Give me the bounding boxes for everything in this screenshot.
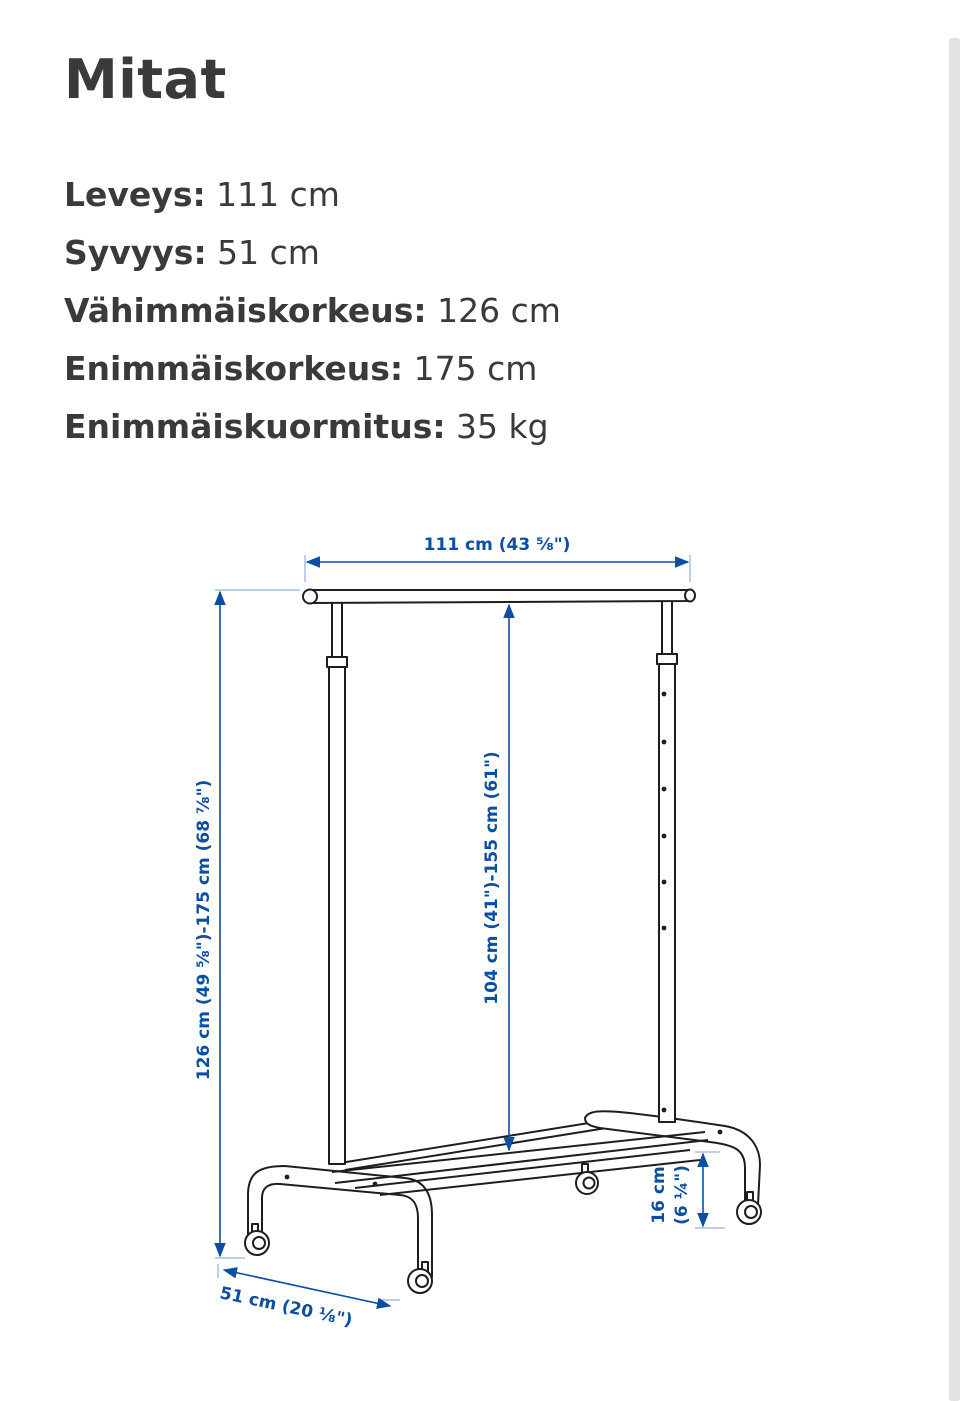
height-dimension [194, 590, 300, 1258]
width-dimension-label: 111 cm (43 ⅝") [423, 535, 571, 555]
spec-value: 175 cm [413, 349, 538, 388]
clothes-rack-dimension-diagram [0, 460, 960, 1401]
shelf-height-label-in: (6 ¼") [672, 1165, 692, 1225]
spec-depth [64, 228, 561, 286]
hanging-height-dimension [482, 605, 509, 1150]
spec-value: 51 cm [217, 233, 320, 272]
spec-value: 111 cm [216, 175, 340, 214]
spec-label: Syvyys: [64, 233, 207, 272]
spec-value: 126 cm [437, 291, 561, 330]
spec-max-load [64, 402, 561, 460]
spec-label: Leveys: [64, 175, 206, 214]
spec-width [64, 170, 561, 228]
page-title: Mitat [64, 48, 227, 111]
spec-max-height [64, 344, 561, 402]
spec-label: Vähimmäiskorkeus: [64, 291, 427, 330]
spec-value: 35 kg [456, 407, 549, 446]
spec-min-height [64, 286, 561, 344]
height-dimension-label: 126 cm (49 ⅝")-175 cm (68 ⅞") [194, 779, 214, 1081]
caster-wheel [576, 1164, 598, 1194]
depth-dimension-label: 51 cm (20 ⅛") [218, 1283, 355, 1331]
dimension-specs-list [64, 170, 561, 460]
shelf-height-label-cm: 16 cm [649, 1166, 669, 1224]
hanging-height-dimension-label: 104 cm (41")-155 cm (61") [482, 751, 502, 1005]
spec-label: Enimmäiskorkeus: [64, 349, 404, 388]
depth-dimension [218, 1264, 400, 1331]
width-dimension [305, 535, 690, 582]
spec-label: Enimmäiskuormitus: [64, 407, 446, 446]
